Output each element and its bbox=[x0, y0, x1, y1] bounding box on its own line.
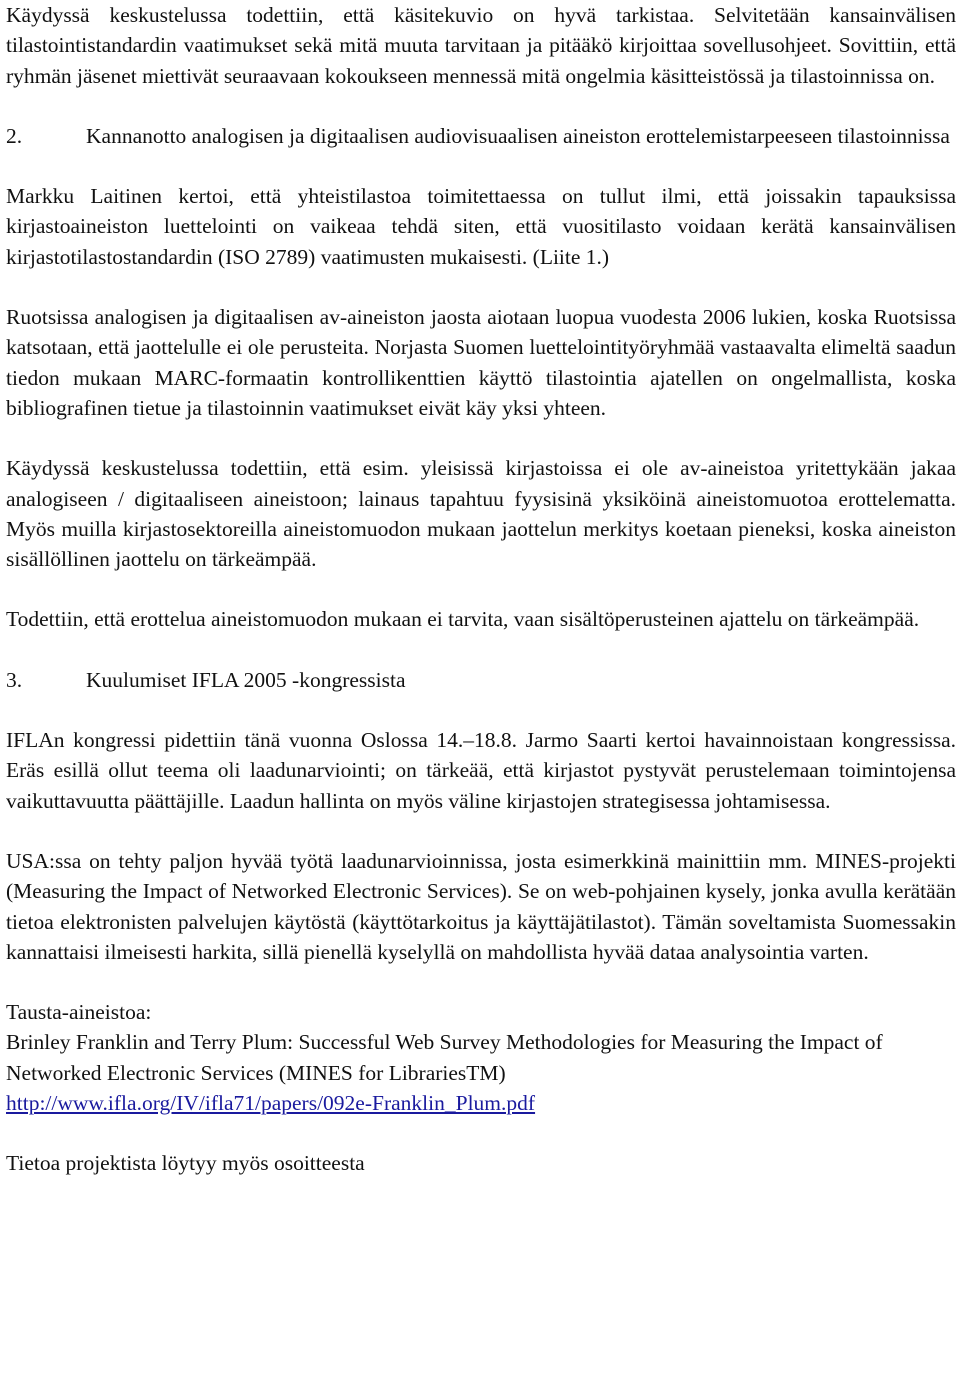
closing-line: Tietoa projektista löytyy myös osoitteesta bbox=[6, 1151, 365, 1176]
background-material bbox=[6, 997, 956, 1118]
section-2-number: 2. bbox=[6, 123, 23, 148]
document-page bbox=[6, 0, 956, 1179]
background-label: Tausta-aineistoa: bbox=[6, 1000, 152, 1025]
section-3-paragraph-1: IFLAn kongressi pidettiin tänä vuonna Oslossa 14.–18.8. Jarmo Saarti kertoi havainnoistaan kongressissa. Eräs esillä ollut teema oli laadunarviointi; on tärkeää, että kirjastot pystyvät perustelemaan toimintojensa vaikuttavuutta päättäjille. Laadun hallinta on myös väline kirjastojen strategisessa johtamisessa. bbox=[6, 728, 956, 813]
section-2-heading bbox=[6, 121, 956, 151]
background-reference: Brinley Franklin and Terry Plum: Successful Web Survey Methodologies for Measuring the Impact of Networked Electronic Services (MINES for LibrariesTM) bbox=[6, 1030, 883, 1085]
intro-paragraph: Käydyssä keskustelussa todettiin, että käsitekuvio on hyvä tarkistaa. Selvitetään kansainvälisen tilastointistandardin vaatimukset sekä mitä muuta tarvitaan ja pitääkö kirjoittaa sovellusohjeet. Sovittiin, että ryhmän jäsenet miettivät seuraavaan kokoukseen mennessä mitä ongelmia käsitteistössä ja tilastoinnissa on. bbox=[6, 3, 956, 88]
section-2-paragraph-2: Ruotsissa analogisen ja digitaalisen av-aineiston jaosta aiotaan luopua vuodesta 2006 lukien, koska Ruotsissa katsotaan, että jaottelulle ei ole perusteita. Norjasta Suomen luettelointityöryhmää vastaavalta elimeltä saadun tiedon mukaan MARC-formaatin kontrollikenttien käyttö tilastointia ajatellen on ongelmallista, koska bibliografinen tietue ja tilastoinnin vaatimukset eivät käy yksi yhteen. bbox=[6, 305, 956, 420]
section-3-title: Kuulumiset IFLA 2005 -kongressista bbox=[86, 667, 406, 692]
section-2-title: Kannanotto analogisen ja digitaalisen audiovisuaalisen aineiston erottelemistarpeeseen tilastoinnissa bbox=[86, 123, 950, 148]
section-2-paragraph-4: Todettiin, että erottelua aineistomuodon mukaan ei tarvita, vaan sisältöperusteinen ajattelu on tärkeämpää. bbox=[6, 607, 920, 632]
section-2-paragraph-3: Käydyssä keskustelussa todettiin, että esim. yleisissä kirjastoissa ei ole av-aineistoa yritettykään jakaa analogiseen / digitaaliseen aineistoon; lainaus tapahtuu fyysisinä yksiköinä aineistomuotoa erottelematta. Myös muilla kirjastosektoreilla aineistomuodon mukaan jaottelun merkitys koetaan pieneksi, koska aineiston sisällöllinen jaottelu on tärkeämpää. bbox=[6, 456, 956, 572]
section-3-paragraph-2: USA:ssa on tehty paljon hyvää työtä laadunarvioinnissa, josta esimerkkinä mainittiin mm. MINES-projekti (Measuring the Impact of Networked Electronic Services). Se on web-pohjainen kysely, jonka avulla kerätään tietoa elektronisten palvelujen käytöstä (käyttötarkoitus ja käyttäjätilastot). Tämän soveltamista Suomessakin kannattaisi ilmeisesti harkita, sillä pienellä kyselyllä on mahdollista hyvää dataa analysointia varten. bbox=[6, 848, 956, 964]
section-3-heading bbox=[6, 665, 956, 695]
section-3-number: 3. bbox=[6, 667, 23, 692]
reference-link[interactable]: http://www.ifla.org/IV/ifla71/papers/092e-Franklin_Plum.pdf bbox=[6, 1091, 536, 1116]
section-2-paragraph-1: Markku Laitinen kertoi, että yhteistilastoa toimitettaessa on tullut ilmi, että joissakin tapauksissa kirjastoaineiston luettelointi on vaikeaa tehdä siten, että vuositilasto voidaan kerätä kansainvälisen kirjastotilastostandardin (ISO 2789) vaatimusten mukaisesti. (Liite 1.) bbox=[6, 184, 956, 269]
